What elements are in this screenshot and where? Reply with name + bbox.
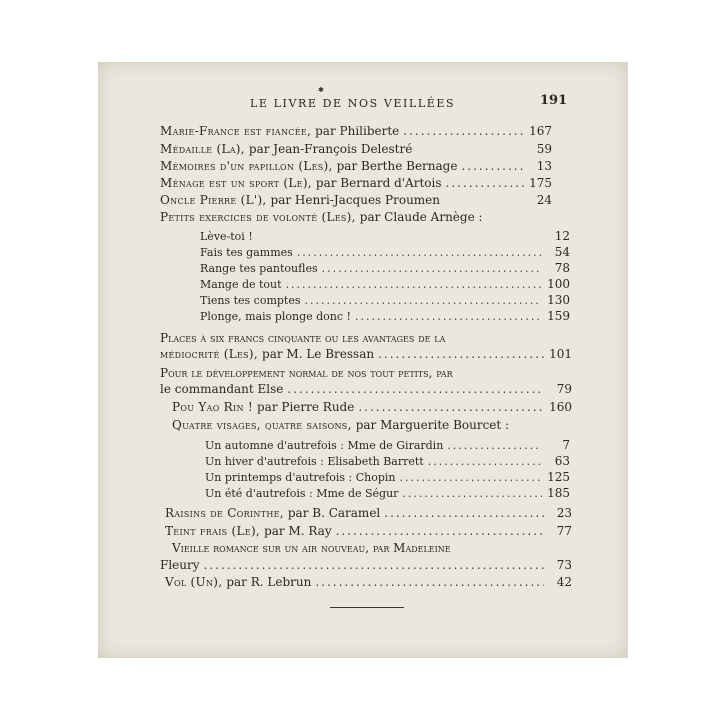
toc-entry-heading: Petits exercices de volonté (Les), par Claude Arnège : [160, 210, 483, 224]
running-header: LE LIVRE DE NOS VEILLÉES [250, 97, 456, 110]
toc-entry-line: Places à six francs cinquante ou les avantages de la [160, 331, 446, 345]
toc-entry: médiocrité (Les), par M. Le Bressan ..... 101 [160, 347, 572, 361]
toc-entry: Pou Yao Rin ! par Pierre Rude ..... 160 [172, 400, 572, 414]
toc-subentry: Range tes pantoufles ..... 78 [200, 261, 570, 275]
toc-subentry: Un automne d'autrefois : Mme de Girardin ..... 7 [205, 438, 570, 452]
toc-entry-line: Pour le développement normal de nos tout petits, par [160, 366, 453, 380]
toc-entry: Raisins de Corinthe, par B. Caramel ..... 23 [165, 506, 572, 520]
toc-entry: Oncle Pierre (L'), par Henri-Jacques Proumen 24 [160, 193, 552, 207]
printer-mark: ✱ [318, 86, 324, 94]
toc-subentry: Mange de tout ..... 100 [200, 277, 570, 291]
toc-entry: Teint frais (Le), par M. Ray ..... 77 [165, 524, 572, 538]
toc-entry-heading: Quatre visages, quatre saisons, par Marguerite Bourcet : [172, 418, 510, 432]
toc-subentry: Un hiver d'autrefois : Elisabeth Barrett ..... 63 [205, 454, 570, 468]
toc-subentry: Plonge, mais plonge donc ! ..... 159 [200, 309, 570, 323]
toc-entry: Vol (Un), par R. Lebrun ..... 42 [165, 575, 572, 589]
toc-entry-line: Vieille romance sur un air nouveau, par Madeleine [172, 541, 451, 555]
toc-subentry: Un été d'autrefois : Mme de Ségur ..... 185 [205, 486, 570, 500]
toc-subentry: Tiens tes comptes ..... 130 [200, 293, 570, 307]
toc-entry: Fleury ..... 73 [160, 558, 572, 572]
end-rule [330, 607, 404, 608]
toc-entry: Mémoires d'un papillon (Les), par Berthe Bernage ..... 13 [160, 159, 552, 173]
toc-subentry: Un printemps d'autrefois : Chopin ..... 125 [205, 470, 570, 484]
toc-entry: Ménage est un sport (Le), par Bernard d'Artois ..... 175 [160, 176, 552, 190]
toc-subentry: Fais tes gammes ..... 54 [200, 245, 570, 259]
toc-entry: Marie-France est fiancée, par Philiberte ..... 167 [160, 124, 552, 138]
toc-entry: le commandant Else ..... 79 [160, 382, 572, 396]
toc-subentry: Lève-toi ! 12 [200, 229, 570, 243]
page-number: 191 [540, 93, 568, 108]
toc-entry: Médaille (La), par Jean-François Delestré 59 [160, 142, 552, 156]
